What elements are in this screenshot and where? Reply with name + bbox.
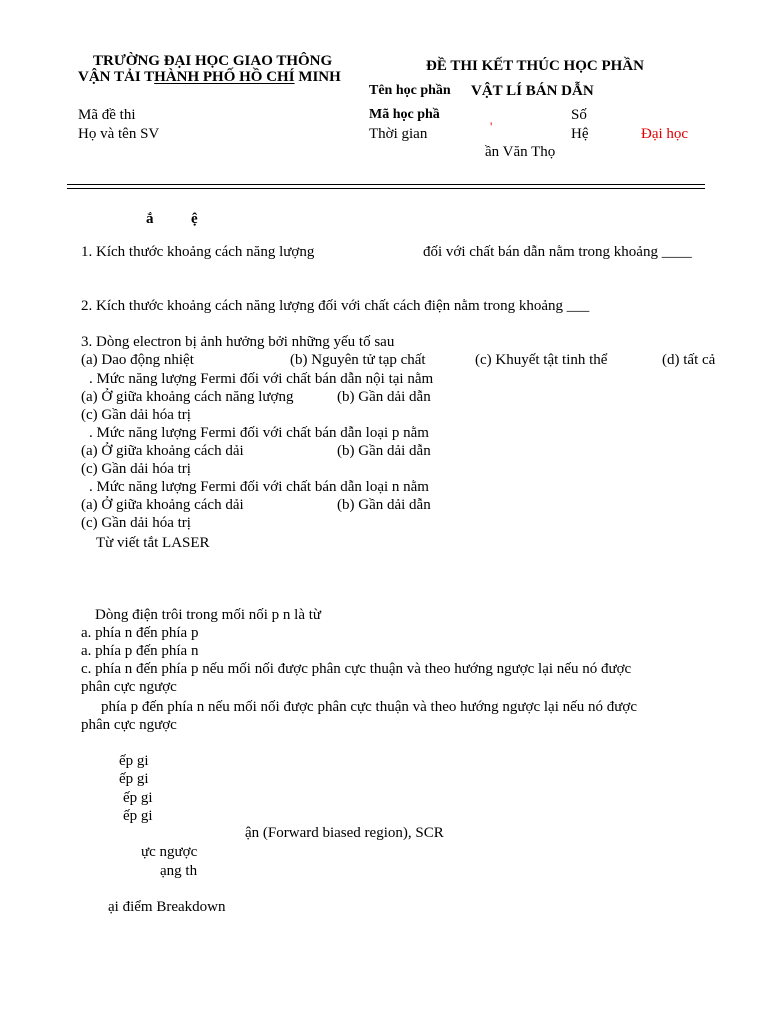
- time-mark: ': [490, 119, 493, 134]
- question-3-option-a: (a) Dao động nhiệt: [81, 352, 194, 368]
- system-value: Đại học: [641, 126, 689, 142]
- question-3: 3. Dòng electron bị ảnh hưởng bởi những yếu tố sau: [81, 334, 395, 350]
- fragment-7: ạng th: [160, 863, 198, 879]
- question-4-option-b: (b) Gần dải dẫn: [337, 389, 431, 405]
- question-5-option-a: (a) Ở giữa khoảng cách dải: [81, 443, 244, 459]
- question-6-option-a: (a) Ở giữa khoảng cách dải: [81, 497, 244, 513]
- question-3-option-d: (d) tất cả: [662, 352, 716, 368]
- question-4-option-c: (c) Gần dải hóa trị: [81, 407, 191, 423]
- course-name: VẬT LÍ BÁN DẪN: [471, 83, 594, 99]
- question-2: 2. Kích thước khoảng cách năng lượng đối với chất cách điện nằm trong khoảng ___: [81, 298, 590, 314]
- time-label: Thời gian: [369, 126, 428, 142]
- question-5-option-b: (b) Gần dải dẫn: [337, 443, 431, 459]
- question-5: . Mức năng lượng Fermi đối với chất bán dẫn loại p nằm: [89, 425, 429, 441]
- school-name-line2: [78, 68, 341, 86]
- student-name-label: Họ và tên SV: [78, 126, 160, 142]
- question-8-option-d-line1: phía p đến phía n nếu mối nối được phân cực thuận và theo hướng ngược lại nếu nó được: [101, 699, 638, 715]
- number-label: Số: [571, 107, 587, 123]
- fragment-4: ếp gi: [123, 808, 153, 824]
- question-5-option-c: (c) Gần dải hóa trị: [81, 461, 191, 477]
- fragment-8: ại điểm Breakdown: [108, 899, 226, 915]
- question-6-option-b: (b) Gần dải dẫn: [337, 497, 431, 513]
- question-8-option-c-line2: phân cực ngược: [81, 679, 177, 695]
- lecturer-fragment: ần Văn Thọ: [485, 144, 556, 160]
- question-6-option-c: (c) Gần dải hóa trị: [81, 515, 191, 531]
- system-label: Hệ: [571, 126, 589, 142]
- question-4-option-a: (a) Ở giữa khoảng cách năng lượng: [81, 389, 294, 405]
- fragment-5: ận (Forward biased region), SCR: [245, 825, 444, 841]
- exam-code-label: Mã đề thi: [78, 107, 136, 123]
- divider-bottom: [67, 188, 705, 189]
- question-8-option-a: a. phía n đến phía p: [81, 625, 199, 641]
- question-1-part-a: 1. Kích thước khoảng cách năng lượng: [81, 244, 315, 260]
- question-4: . Mức năng lượng Fermi đối với chất bán dẫn nội tại nằm: [89, 371, 434, 387]
- school-name-line2-c: MINH: [294, 69, 341, 85]
- question-7: Từ viết tắt LASER: [96, 535, 210, 551]
- question-8-option-d-line2: phân cực ngược: [81, 717, 177, 733]
- question-8-option-c-line1: c. phía n đến phía p nếu mối nối được phân cực thuận và theo hướng ngược lại nếu nó được: [81, 661, 632, 677]
- question-6: . Mức năng lượng Fermi đối với chất bán dẫn loại n nằm: [89, 479, 429, 495]
- question-3-option-c: (c) Khuyết tật tinh thể: [475, 352, 608, 368]
- question-1-part-b: đối với chất bán dẫn nằm trong khoảng ____: [423, 244, 692, 260]
- school-name-line1: TRƯỜNG ĐẠI HỌC GIAO THÔNG: [93, 53, 333, 69]
- school-name-line2-a: VẬN TẢI T: [78, 69, 155, 85]
- question-8: Dòng điện trôi trong mối nối p n là từ: [95, 607, 322, 623]
- fragment-2: ếp gi: [119, 771, 149, 787]
- course-label: Tên học phần: [369, 83, 451, 98]
- exam-title: ĐỀ THI KẾT THÚC HỌC PHẦN: [426, 58, 644, 74]
- school-name-line2-b: HÀNH PHỐ HỒ CHÍ: [154, 69, 295, 85]
- course-code-label: Mã học phầ: [369, 107, 440, 122]
- fragment-6: ực ngược: [141, 844, 198, 860]
- fragment-1: ếp gi: [119, 753, 149, 769]
- divider-top: [67, 184, 705, 185]
- fragment-3: ếp gi: [123, 790, 153, 806]
- question-3-option-b: (b) Nguyên tử tạp chất: [290, 352, 426, 368]
- section-heading-fragment: ắ ệ: [146, 211, 198, 227]
- question-8-option-b: a. phía p đến phía n: [81, 643, 199, 659]
